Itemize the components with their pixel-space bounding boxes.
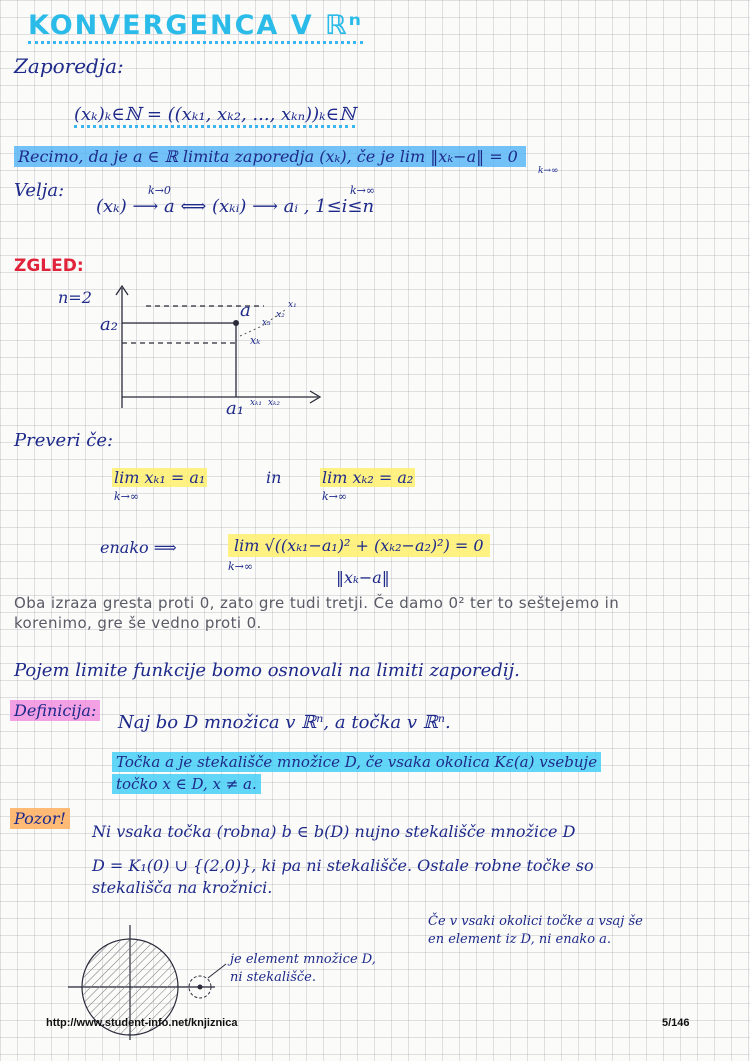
enako-formula: lim √((xₖ₁−a₁)² + (xₖ₂−a₂)²) = 0	[228, 534, 490, 557]
circle-note-line-1: je element množice D,	[230, 952, 376, 967]
footer-url[interactable]: http://www.student-info.net/knjiznica	[46, 1017, 238, 1029]
function-limit-line: Pojem limite funkcije bomo osnovali na limiti zaporedij.	[14, 660, 520, 681]
enako-sub: k→∞	[228, 560, 254, 573]
check-limit-sub-2: k→∞	[322, 490, 348, 503]
sequences-heading: Zaporedja:	[14, 54, 124, 78]
sequence-definition: (xₖ)ₖ∈ℕ = ((xₖ₁, xₖ₂, ..., xₖₙ))ₖ∈ℕ	[74, 104, 355, 128]
pozor-label: Pozor!	[10, 808, 70, 829]
x-label-1: xₖ₁	[250, 398, 262, 408]
side-note-line-2: en element iz D, ni enako a.	[428, 932, 612, 947]
x-label-2: xₖ₂	[268, 398, 280, 408]
velja-formula: (xₖ) ⟶ a ⟺ (xₖᵢ) ⟶ aᵢ , 1≤i≤n	[96, 196, 375, 217]
seq-label-1: x₁	[288, 300, 297, 310]
page-title: KONVERGENCA V ℝⁿ	[28, 10, 363, 44]
definition-label: Definicija:	[10, 700, 100, 721]
check-limit-and: in	[266, 468, 282, 487]
pozor-line-3: stekališča na krožnici.	[92, 878, 273, 897]
n-label: n=2	[58, 288, 92, 307]
side-note-line-1: Če v vsaki okolici točke a vsaj še	[428, 914, 643, 929]
norm-label: ‖xₖ−a‖	[336, 568, 390, 587]
pencil-note-line-2: korenimo, gre še vedno proti 0.	[14, 614, 262, 632]
pozor-line-2: D = K₁(0) ∪ {(2,0)}, ki pa ni stekališče. Ostale robne točke so	[92, 856, 594, 875]
definition-line-3: točko x ∈ D, x ≠ a.	[112, 774, 261, 794]
velja-arrow-label-2: k→∞	[350, 184, 376, 197]
enako-label: enako ⟹	[100, 538, 177, 557]
seq-label-3: x₃	[262, 318, 271, 328]
limit-definition: Recimo, da je a ∈ ℝ limita zaporedja (xₖ), če je lim ‖xₖ−a‖ = 0	[14, 146, 526, 167]
pencil-note-line-1: Oba izraza gresta proti 0, zato gre tudi tretji. Če damo 0² ter to seštejemo in	[14, 594, 620, 612]
check-limit-2: lim xₖ₂ = a₂	[322, 468, 414, 487]
check-heading: Preveri če:	[14, 430, 114, 451]
a1-label: a₁	[226, 398, 244, 419]
example-heading: ZGLED:	[14, 256, 84, 276]
check-limit-sub-1: k→∞	[114, 490, 140, 503]
footer-page-number: 5/146	[662, 1017, 690, 1029]
velja-label: Velja:	[14, 180, 65, 201]
definition-line-2: Točka a je stekališče množice D, če vsaka okolica Kε(a) vsebuje	[112, 752, 601, 772]
check-limit-1: lim xₖ₁ = a₁	[114, 468, 206, 487]
pozor-line-1: Ni vsaka točka (robna) b ∈ b(D) nujno stekališče množice D	[92, 822, 576, 841]
limit-definition-subscript: k→∞	[538, 166, 559, 176]
circle-note-line-2: ni stekališče.	[230, 970, 316, 985]
a2-label: a₂	[100, 314, 118, 335]
seq-label-k: xₖ	[250, 334, 261, 347]
seq-label-2: x₂	[276, 310, 285, 320]
velja-arrow-label-1: k→0	[148, 184, 171, 197]
definition-line-1: Naj bo D množica v ℝⁿ, a točka v ℝⁿ.	[118, 712, 451, 733]
a-point-label: a	[240, 300, 251, 321]
